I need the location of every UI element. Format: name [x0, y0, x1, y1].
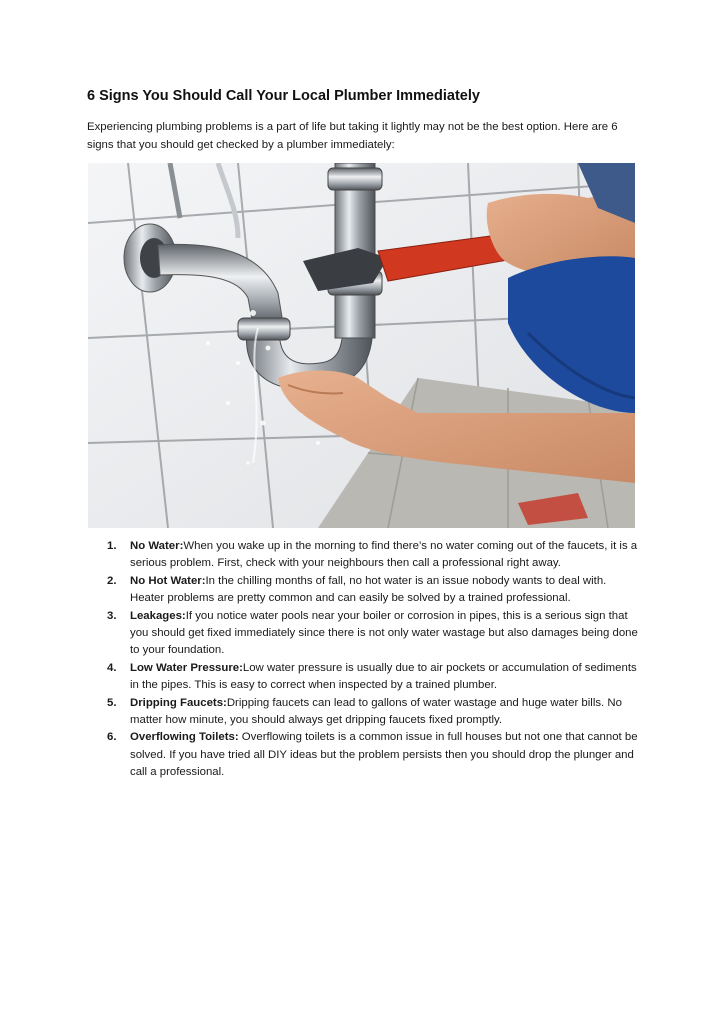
signs-list: [87, 538, 639, 782]
list-item: [87, 608, 639, 660]
sign-description: If you notice water pools near your boiler or corrosion in pipes, this is a serious sign that you should get fixed immediately since there is not only water wastage but also damages being done to your foundation.: [130, 609, 638, 657]
sign-term: No Water:: [130, 540, 184, 552]
list-number: 1.: [107, 540, 117, 552]
list-item: [87, 660, 639, 695]
sign-description: When you wake up in the morning to find there’s no water coming out of the faucets, it is a serious problem. First, check with your neighbours then call a professional right away.: [130, 540, 638, 570]
sign-term: Dripping Faucets:: [130, 696, 227, 709]
sign-description: Low water pressure is usually due to air pockets or accumulation of sediments in the pipes. This is easy to correct when inspected by a trained plumber.: [130, 661, 637, 692]
list-number: 4.: [107, 661, 117, 674]
plumber-photo: [88, 163, 635, 528]
list-number: 3.: [107, 609, 117, 622]
sign-term: Overflowing Toilets:: [130, 731, 239, 744]
sign-term: Low Water Pressure:: [130, 661, 243, 674]
intro-paragraph: Experiencing plumbing problems is a part of life but taking it lightly may not be the best option. Here are 6 signs that you should get checked by a plumber immediately:: [87, 121, 618, 151]
list-item: [87, 729, 639, 781]
sign-term: Leakages:: [130, 609, 186, 622]
list-item: [87, 695, 639, 730]
list-item: [87, 538, 639, 573]
sign-description: Overflowing toilets is a common issue in full houses but not one that cannot be solved. If you have tried all DIY ideas but the problem persists then you should drop the plunger and call a professional.: [130, 731, 638, 779]
sign-description: Dripping faucets can lead to gallons of water wastage and huge water bills. No matter how minute, you should always get dripping faucets fixed promptly.: [130, 696, 622, 727]
list-number: 2.: [107, 574, 117, 587]
list-number: 6.: [107, 731, 117, 744]
sign-description: In the chilling months of fall, no hot water is an issue nobody wants to deal with. Heater problems are pretty common and can easily be solved by a trained professional.: [130, 574, 607, 605]
page-title: 6 Signs You Should Call Your Local Plumber Immediately: [87, 88, 480, 104]
list-number: 5.: [107, 696, 117, 709]
sign-term: No Hot Water:: [130, 574, 206, 587]
list-item: [87, 573, 639, 608]
